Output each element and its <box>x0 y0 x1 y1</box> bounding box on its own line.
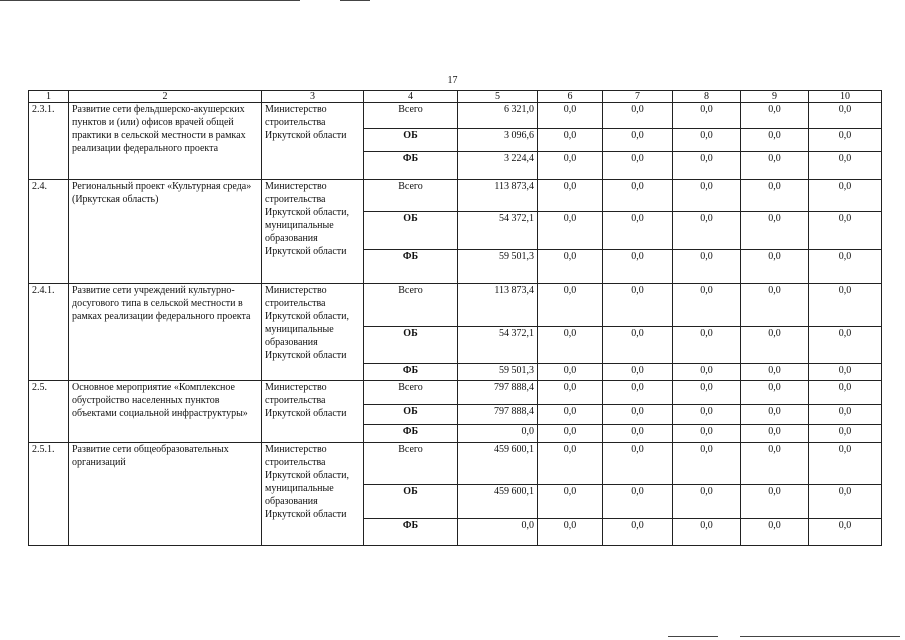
scan-artifact-line <box>740 636 900 637</box>
year-value: 0,0 <box>741 129 809 152</box>
table-row <box>29 381 882 405</box>
year-value: 0,0 <box>603 129 673 152</box>
year-value: 0,0 <box>809 519 882 546</box>
total-value: 459 600,1 <box>458 485 538 519</box>
year-value: 0,0 <box>741 405 809 425</box>
column-header: 1 <box>29 91 69 103</box>
year-value: 0,0 <box>603 381 673 405</box>
year-value: 0,0 <box>741 212 809 250</box>
funding-source: ОБ <box>364 485 458 519</box>
year-value: 0,0 <box>603 284 673 327</box>
year-value: 0,0 <box>603 443 673 485</box>
total-value: 54 372,1 <box>458 327 538 364</box>
year-value: 0,0 <box>809 381 882 405</box>
total-value: 3 224,4 <box>458 152 538 180</box>
year-value: 0,0 <box>809 152 882 180</box>
year-value: 0,0 <box>538 519 603 546</box>
year-value: 0,0 <box>741 152 809 180</box>
total-value: 6 321,0 <box>458 103 538 129</box>
table-body <box>29 91 882 546</box>
funding-source: Всего <box>364 284 458 327</box>
year-value: 0,0 <box>741 364 809 381</box>
year-value: 0,0 <box>538 129 603 152</box>
year-value: 0,0 <box>809 485 882 519</box>
year-value: 0,0 <box>741 425 809 443</box>
header-row <box>29 91 882 103</box>
year-value: 0,0 <box>741 103 809 129</box>
year-value: 0,0 <box>538 381 603 405</box>
funding-source: ФБ <box>364 152 458 180</box>
row-executor: Министерство строительства Иркутской области <box>262 381 364 443</box>
year-value: 0,0 <box>603 519 673 546</box>
column-header: 4 <box>364 91 458 103</box>
year-value: 0,0 <box>538 405 603 425</box>
year-value: 0,0 <box>809 443 882 485</box>
year-value: 0,0 <box>673 180 741 212</box>
total-value: 54 372,1 <box>458 212 538 250</box>
row-name: Региональный проект «Культурная среда» (Иркутская область) <box>69 180 262 284</box>
funding-source: ОБ <box>364 129 458 152</box>
total-value: 113 873,4 <box>458 284 538 327</box>
year-value: 0,0 <box>538 443 603 485</box>
year-value: 0,0 <box>741 519 809 546</box>
year-value: 0,0 <box>538 364 603 381</box>
year-value: 0,0 <box>741 485 809 519</box>
row-executor: Министерство строительства Иркутской области, муниципальные образования Иркутской области <box>262 180 364 284</box>
column-header: 7 <box>603 91 673 103</box>
row-number: 2.4.1. <box>29 284 69 381</box>
total-value: 797 888,4 <box>458 381 538 405</box>
year-value: 0,0 <box>603 405 673 425</box>
row-number: 2.5.1. <box>29 443 69 546</box>
year-value: 0,0 <box>603 180 673 212</box>
budget-table <box>28 90 882 546</box>
column-header: 3 <box>262 91 364 103</box>
year-value: 0,0 <box>809 129 882 152</box>
year-value: 0,0 <box>809 250 882 284</box>
scan-artifact-line <box>340 0 370 1</box>
year-value: 0,0 <box>538 485 603 519</box>
total-value: 3 096,6 <box>458 129 538 152</box>
year-value: 0,0 <box>741 443 809 485</box>
row-name: Основное мероприятие «Комплексное обустройство населенных пунктов объектами социальной инфраструктуры» <box>69 381 262 443</box>
year-value: 0,0 <box>673 212 741 250</box>
year-value: 0,0 <box>741 180 809 212</box>
row-executor: Министерство строительства Иркутской области <box>262 103 364 180</box>
column-header: 10 <box>809 91 882 103</box>
year-value: 0,0 <box>809 212 882 250</box>
year-value: 0,0 <box>603 327 673 364</box>
year-value: 0,0 <box>673 519 741 546</box>
funding-source: Всего <box>364 180 458 212</box>
row-number: 2.5. <box>29 381 69 443</box>
row-number: 2.4. <box>29 180 69 284</box>
row-name: Развитие сети общеобразовательных организаций <box>69 443 262 546</box>
column-header: 5 <box>458 91 538 103</box>
year-value: 0,0 <box>673 485 741 519</box>
year-value: 0,0 <box>603 364 673 381</box>
page-number: 17 <box>447 75 458 86</box>
year-value: 0,0 <box>673 443 741 485</box>
year-value: 0,0 <box>603 212 673 250</box>
funding-source: Всего <box>364 381 458 405</box>
row-name: Развитие сети фельдшерско-акушерских пунктов и (или) офисов врачей общей практики в сельской местности в рамках реализации федерального проекта <box>69 103 262 180</box>
year-value: 0,0 <box>603 485 673 519</box>
year-value: 0,0 <box>538 152 603 180</box>
funding-source: ОБ <box>364 327 458 364</box>
year-value: 0,0 <box>673 103 741 129</box>
year-value: 0,0 <box>809 180 882 212</box>
year-value: 0,0 <box>809 103 882 129</box>
year-value: 0,0 <box>538 284 603 327</box>
table-row <box>29 103 882 129</box>
column-header: 9 <box>741 91 809 103</box>
year-value: 0,0 <box>809 405 882 425</box>
year-value: 0,0 <box>538 212 603 250</box>
year-value: 0,0 <box>603 103 673 129</box>
year-value: 0,0 <box>673 152 741 180</box>
funding-source: ФБ <box>364 519 458 546</box>
year-value: 0,0 <box>673 250 741 284</box>
column-header: 8 <box>673 91 741 103</box>
year-value: 0,0 <box>673 327 741 364</box>
year-value: 0,0 <box>673 129 741 152</box>
total-value: 797 888,4 <box>458 405 538 425</box>
year-value: 0,0 <box>673 364 741 381</box>
year-value: 0,0 <box>809 425 882 443</box>
year-value: 0,0 <box>538 103 603 129</box>
table-row <box>29 180 882 212</box>
year-value: 0,0 <box>538 180 603 212</box>
column-header: 2 <box>69 91 262 103</box>
year-value: 0,0 <box>538 327 603 364</box>
total-value: 59 501,3 <box>458 364 538 381</box>
year-value: 0,0 <box>809 327 882 364</box>
year-value: 0,0 <box>741 327 809 364</box>
total-value: 0,0 <box>458 519 538 546</box>
year-value: 0,0 <box>741 381 809 405</box>
year-value: 0,0 <box>538 425 603 443</box>
table-row <box>29 443 882 485</box>
year-value: 0,0 <box>809 284 882 327</box>
funding-source: ФБ <box>364 364 458 381</box>
year-value: 0,0 <box>603 152 673 180</box>
year-value: 0,0 <box>538 250 603 284</box>
total-value: 459 600,1 <box>458 443 538 485</box>
scan-artifact-line <box>668 636 718 637</box>
scan-artifact-line <box>0 0 300 1</box>
funding-source: Всего <box>364 103 458 129</box>
year-value: 0,0 <box>673 284 741 327</box>
funding-source: ОБ <box>364 405 458 425</box>
year-value: 0,0 <box>673 425 741 443</box>
total-value: 0,0 <box>458 425 538 443</box>
year-value: 0,0 <box>741 250 809 284</box>
year-value: 0,0 <box>673 405 741 425</box>
year-value: 0,0 <box>603 250 673 284</box>
funding-source: ОБ <box>364 212 458 250</box>
row-name: Развитие сети учреждений культурно-досугового типа в сельской местности в рамках реализации федерального проекта <box>69 284 262 381</box>
funding-source: ФБ <box>364 425 458 443</box>
column-header: 6 <box>538 91 603 103</box>
table-row <box>29 284 882 327</box>
total-value: 59 501,3 <box>458 250 538 284</box>
funding-source: ФБ <box>364 250 458 284</box>
funding-source: Всего <box>364 443 458 485</box>
year-value: 0,0 <box>603 425 673 443</box>
row-executor: Министерство строительства Иркутской области, муниципальные образования Иркутской области <box>262 284 364 381</box>
total-value: 113 873,4 <box>458 180 538 212</box>
year-value: 0,0 <box>809 364 882 381</box>
row-number: 2.3.1. <box>29 103 69 180</box>
year-value: 0,0 <box>741 284 809 327</box>
year-value: 0,0 <box>673 381 741 405</box>
row-executor: Министерство строительства Иркутской области, муниципальные образования Иркутской области <box>262 443 364 546</box>
